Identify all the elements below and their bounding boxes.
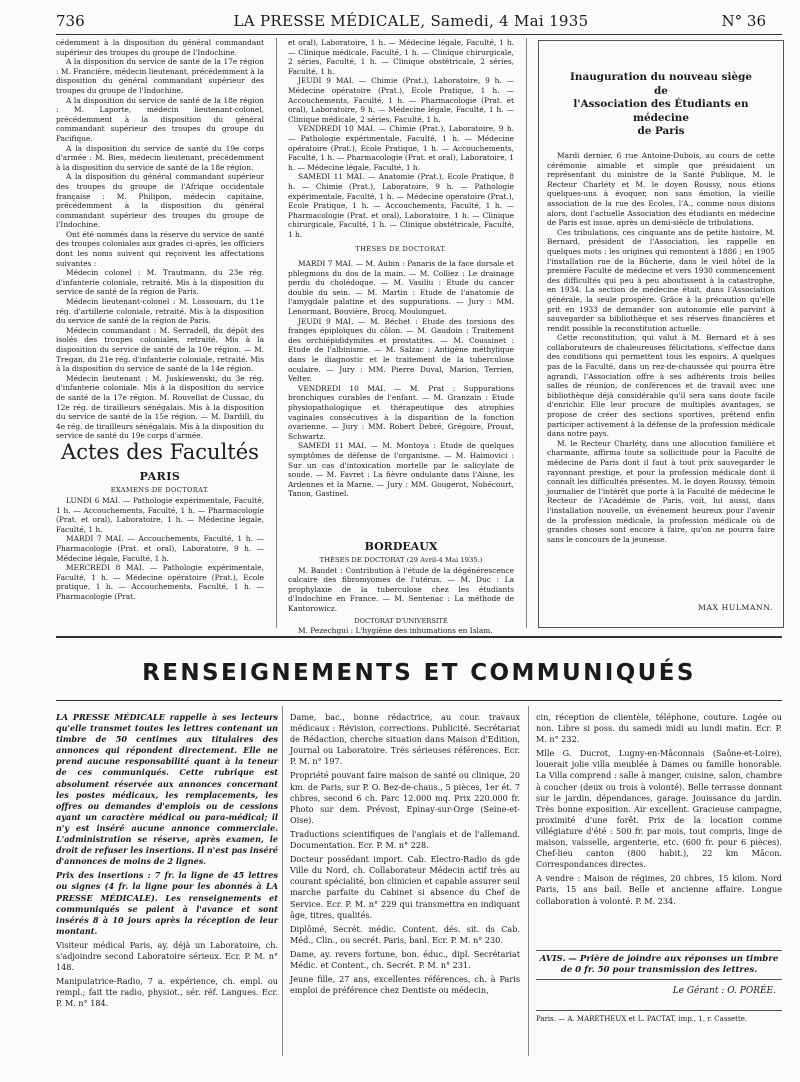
classified-ad: Docteur possédant import. Cab. Electro-Radio ds gde Ville du Nord, ch. Collaborateur Médecin actif très au courant spécialité, bon clinicien et capable assurer seul marche parfaite du Cabinet si absence du Chef de Service. Ecr. P. M. n° 229 qui transmettra en indiquant âge, titres, qualités.: [290, 854, 520, 920]
section-rule: [56, 636, 782, 638]
theses-heading: THÈSES DE DOCTORAT.: [355, 245, 447, 254]
classified-ad: cin, réception de clientèle, téléphone, couture. Logée ou non. Libre si poss. du samedi midi au lundi matin. Ecr. P. M. n° 232.: [536, 712, 782, 745]
paragraph: JEUDI 9 MAI. — Chimie (Prat.), Laboratoire, 9 h. — Médecine opératoire (Prat.), Ecole Pratique, 1 h. — Accouchements, Faculté, 1 h. — Pharmacologie (Prat. et oral), Laboratoire, 9 h. — Médecine légale, Faculté, 1 h. — Clinique médicale, 2 séries, Faculté, 1 h.: [288, 76, 514, 124]
paragraph: MERCREDI 8 MAI. — Pathologie expérimentale, Faculté, 1 h. — Médecine opératoire (Prat.), Ecole pratique, 1 h. — Accouchements, Faculté, 1 h. — Pharmacologie (Prat.: [56, 563, 264, 601]
paragraph: A la disposition du service de santé du 19e corps d'armée : M. Bies, médecin lieutenant, précédemment à la disposition du service de santé de la 18e région.: [56, 143, 264, 172]
doctorat-heading: DOCTORAT D'UNIVERSITÉ: [354, 616, 448, 625]
paragraph: M. Pezechgui : L'hygiène des inhumations en Islam.: [298, 626, 493, 636]
column-exams-theses: [288, 38, 514, 618]
paragraph: LUNDI 6 MAI. — Pathologie expérimentale, Faculté, 1 h. — Accouchements, Faculté, 1 h. — Pharmacologie (Prat. et oral), Laboratoire, 1 h. — Médecine légale, Faculté, 1 h.: [56, 496, 264, 534]
paragraph: Ces tribulations, ces cinquante ans de petite histoire, M. Bernard, président de l'Association, les rappelle en quelques mots : les origines qui remontent à 1886 ; en 1905 l'installation rue de la Bûcherie, dans le vieil hôtel de la première Faculté de médecine et vers 1930 commencement des difficultés qui peu à peu aboutissent à la catastrophe, en 1934. La section de médecine était, dans l'Association générale, la seule prospère. Grâce à la précaution qu'elle prit en 1933 de demander son autonomie elle parvint à sauvegarder sa bibliothèque et ses réserves financières et rendit possible la reconstitution actuelle.: [547, 227, 775, 333]
classified-ad: Mlle G. Ducrot, Lugny-en-Mâconnais (Saône-et-Loire), louerait jolie villa meublée à Dames ou famille honorable. La Villa comprend : salle à manger, cuisine, salon, chambre à coucher (deux ou trois à volonté). Belle terrasse donnant sur le jardin, dépendances, garage. Jouissance du jardin. Très bonne exposition. Air excellent. Gracieuse campagne, proximité d'une forêt. Prix de la location comme villégiature d'été : 500 fr. par mois, tout compris, linge de maison, vaisselle, argenterie, etc. (600 fr. pour 6 pièces). Chef-lieu canton (800 habit.), 22 km Mâcon. Correspondances directes.: [536, 748, 782, 870]
issue-number: N° 36: [721, 12, 766, 30]
column-divider: [276, 38, 277, 628]
paragraph: Médecin lieutenant : M. Juskiewenski, du 3e rég. d'infanterie coloniale. Mis à la disposition du service de santé de la 17e région. M. Rouvellat de Cussac, du 12e rég. de tirailleurs sénégalais. Mis à la disposition du service de santé de la 15e région. — M. Dardill, du 4e rég. de tirailleurs sénégalais. Mis à la disposition du service de santé du 19e corps d'armée.: [56, 373, 265, 441]
section-title-renseignements: RENSEIGNEMENTS ET COMMUNIQUÉS: [142, 660, 696, 686]
paragraph: SAMEDI 11 MAI. — Anatomie (Prat.), Ecole Pratique, 8 h. — Chimie (Prat.), Laboratoire, 9 h. — Pathologie expérimentale, Faculté, 1 h. — Médecine opératoire (Prat.), Ecole Pratique, 1 h. — Accouchements, Faculté, 1 h. — Pharmacologie (Prat. et oral), Laboratoire, 1 h. — Clinique chirurgicale, Faculté, 1 h. — Clinique obstétricale, Faculté, 1 h.: [288, 172, 514, 239]
section-rule: [56, 700, 782, 701]
paragraph: et oral), Laboratoire, 1 h. — Médecine légale, Faculté, 1 h. — Clinique médicale, Faculté, 1 h. — Clinique chirurgicale, 2 séries, Faculté, 1 h. — Clinique obstétricale, 2 séries, Faculté, 1 h.: [288, 38, 514, 76]
gerant-line: Le Gérant : O. PORÉE.: [672, 986, 776, 996]
classified-ad: Dame, bac., bonne rédactrice, au cour. travaux médicaux : Révision, corrections. Publicité. Secrétariat de Rédaction, cherche situation dans Maison d'Edition, Journal ou Laboratoire. Très sérieuses références. Ecr. P. M. n° 197.: [290, 712, 520, 767]
paragraph: Médecin commandant : M. Serradell, du dépôt des isolés des troupes coloniales, retraité. Mis à la disposition du service de santé de la 10e région. — M. Tregan, du 21e rég. d'infanterie coloniale, retraité. Mis à la disposition du service de santé de la 14e région.: [56, 325, 264, 374]
classifieds-column-3: [536, 712, 782, 942]
classifieds-column-2: [290, 712, 520, 1052]
journal-title: LA PRESSE MÉDICALE, Samedi, 4 Mai 1935: [233, 12, 589, 30]
header-rule: [56, 34, 782, 35]
paragraph: VENDREDI 10 MAI. — M. Prat : Suppurations bronchiques curables de l'enfant. — M. Granzain : Etude physiopathologique et thérapeutique des atrophies vaginales consécutives à la disparition de la fonction ovarienne. — Jury : MM. Robert Debré, Grégoire, Proust, Schwartz.: [288, 383, 514, 441]
paragraph: Médecin lieutenant-colonel : M. Lossouarn, du 11e rég. d'artillerie coloniale, retraité. Mis à la disposition du service de santé de la région de Paris.: [56, 297, 264, 326]
notice-paragraph: LA PRESSE MÉDICALE rappelle à ses lecteurs qu'elle transmet toutes les lettres contenant un timbre de 50 centimes aux titulaires des annonces qui répondent directement. Elle ne prend aucune responsabilité quant à la teneur de ces communiqués. Cette rubrique est absolument réservée aux annonces concernant les postes médicaux, les remplacements, les offres ou demandes d'emplois ou de cessions ayant un caractère médical ou para-médical; il n'y est inséré aucune annonce commerciale. L'administration se réserve, après examen, le droit de refuser les insertions. Il n'est pas inséré d'annonces de moins de 2 lignes.: [56, 712, 278, 867]
classified-ad: Diplômé, Secrét. médic. Content. dés. sit. ds Cab. Méd., Clin., ou secrét. Paris, banl. Ecr. P. M. n° 230.: [290, 923, 520, 945]
paragraph: SAMEDI 11 MAI. — M. Montoya : Etude de quelques symptômes de défense de l'organisme. — M. Haimovici : Sur un cas d'intoxication mortelle par le salicylate de soude. — M. Favret : La fièvre ondulante dans l'Aisne, les Ardennes et la Marne. — Jury : MM. Gougerot, Nobécourt, Tanon, Gastinel.: [288, 441, 514, 499]
paragraph: A la disposition du service de santé de la 17e région : M. Francière, médecin lieutenant, précédemment à la disposition du général commandant supérieur des troupes du groupe de l'Indochine.: [56, 57, 264, 95]
classified-ad: Visiteur médical Paris, ay. déjà un Laboratoire, ch. s'adjoindre second Laboratoire sérieux. Ecr. P. M. n° 148.: [56, 939, 278, 973]
paragraph: Médecin colonel : M. Trautmann, du 23e rég. d'infanterie coloniale, retraité. Mis à la disposition du service de santé de la région de Paris.: [56, 268, 264, 297]
page-header: [56, 10, 766, 34]
column-divider: [528, 706, 529, 1056]
paragraph: Mardi dernier, 6 rue Antoine-Dubois, au cours de cette cérémonie aimable et simple que présidaient un représentant du ministre de la Santé Publique, M. le Recteur Charléty et M. le doyen Roussy, nous étions quelques-uns à évoquer, non sans émotion, la vieille association de la rue des Ecoles, l'A., comme nous disions alors, dont l'actuelle Association des étudiants en médecine de Paris est issue, après un demi-siècle de tribulations.: [547, 151, 775, 228]
column-divider: [526, 38, 527, 628]
classified-ad: Jeune fille, 27 ans, excellentes références, ch. à Paris emploi de préférence chez Dentiste ou médecin,: [290, 974, 520, 996]
paragraph: Cette reconstitution, qui valut à M. Bernard et à ses collaborateurs de chaleureuses félicitations, s'effectue dans des conditions qui permettent tous les espoirs. A quelques pas de la Faculté, dans un rez-de-chaussée qui pourra être agrandi, l'Association offre à ses adhérents trois belles salles de réunion, de conférences et de travail avec une bibliothèque déjà considérable qu'il sera sans doute facile d'enrichir. Elle leur procure de multiples avantages, se propose de créer des sections sportives, prétend enfin participer activement à la défense de la profession médicale dans notre pays.: [547, 333, 775, 439]
subsection-title-bordeaux: BORDEAUX: [364, 540, 438, 553]
avis-notice: AVIS. — Prière de joindre aux réponses un timbre de 0 fr. 50 pour transmission des lettres.: [536, 950, 782, 980]
paragraph: VENDREDI 10 MAI. — Chimie (Prat.), Laboratoire, 9 h. — Pathologie expérimentale, Faculté, 1 h. — Médecine opératoire (Prat.), Ecole Pratique, 1 h. — Accouchements, Faculté, 1 h. — Pharmacologie (Prat. et oral), Laboratoire, 1 h. — Médecine légale, Faculté, 1 h.: [288, 124, 514, 172]
classified-ad: Dame, ay. revers fortune, bon. éduc., dipl. Secrétariat Médic. et Content., ch. Secrét. P. M. n° 231.: [290, 948, 520, 970]
classified-ad: Traductions scientifiques de l'anglais et de l'allemand. Documentation. Ecr. P. M. n° 228.: [290, 828, 520, 851]
column-military-appointments: [56, 38, 265, 441]
paragraph: MARDI 7 MAI. — Accouchements, Faculté, 1 h. — Pharmacologie (Prat. et oral), Laboratoire, 9 h. — Médecine légale, Faculté, 1 h.: [56, 534, 264, 563]
column-exams-paris: [56, 496, 264, 626]
paragraph: M. Baudet : Contribution à l'étude de la dégénérescence calcaire des fibromyomes de l'utérus. — M. Duc : La prophylaxie de la tuberculose chez les étudiants d'Indochine en France. — M. Sentenac : La méthode de Kantorowicz.: [288, 565, 514, 613]
section-title-actes: Actes des Facultés: [61, 440, 259, 464]
pricing-paragraph: Prix des insertions : 7 fr. la ligne de 45 lettres ou signes (4 fr. la ligne pour les abonnés à LA PRESSE MÉDICALE). Les renseignements et communiqués se paient à l'avance et sont insérés 8 à 10 jours après la réception de leur montant.: [56, 870, 278, 936]
article-signature: MAX HULMANN.: [698, 603, 773, 612]
paragraph: M. le Recteur Charléty, dans une allocution familière et charmante, affirma toute sa sollicitude pour la Faculté de médecine de Paris dont il faut à tout prix sauvegarder le rayonnant prestige, et pour la profession médicale dont il connaît les difficultés présentes. M. le doyen Roussy, témoin journalier de l'intérêt que porte à la Faculté de médecine le Recteur de l'Académie de Paris, voit, lui aussi, dans l'installation nouvelle, un événement heureux pour l'avenir de la profession médicale, la profession médicale où de grandes choses sont encore à faire, qu'on ne pourra faire sans le concours de la jeunesse.: [547, 438, 775, 544]
article-body: [547, 151, 775, 591]
article-title: Inauguration du nouveau siège de l'Association des Étudiants en médecine de Paris: [570, 71, 752, 137]
inauguration-article-box: [538, 40, 784, 628]
column-bordeaux: [288, 556, 514, 636]
theses-heading: THÈSES DE DOCTORAT (29 Avril-4 Mai 1935.): [319, 556, 483, 564]
subsection-title-paris: PARIS: [139, 470, 181, 483]
exam-heading: EXAMENS DE DOCTORAT.: [110, 486, 210, 494]
paragraph: A la disposition du général commandant supérieur des troupes du groupe de l'Afrique occidentale française : M. Philipon, médecin capitaine, précédemment à la disposition du général commandant supérieur des troupes du groupe de l'Indochine.: [56, 172, 264, 230]
printer-line: Paris. — A. MARETHEUX et L. PACTAT, imp., 1, r. Cassette.: [536, 1010, 782, 1023]
classified-ad: Manipulatrice-Radio, 7 a. expérience, ch. empl. ou rempl.; fait tte radio, physiot., sér. réf. Langues. Ecr. P. M. n° 184.: [56, 976, 278, 1009]
classifieds-column-1: [56, 712, 278, 1052]
classified-ad: Propriété pouvant faire maison de santé ou clinique, 20 km. de Paris, sur P. O. Bez-de-chaus., 5 pièces, 1er ét. 7 chbres, second 6 ch. Parc 12.000 mq. Prix 220.000 fr. Photo sur dem. Prévost, Epinay-sur-Orge (Seine-et-Oise).: [290, 770, 520, 825]
paragraph: cédemment à la disposition du général commandant supérieur des troupes du groupe de l'Indochine.: [56, 38, 264, 57]
page-number: 736: [56, 12, 85, 30]
paragraph: MARDI 7 MAI. — M. Aubin : Panaris de la face dorsale et phlegmons du dos de la main. — M. Colliez : Le drainage perdu du cholédoque. — M. Vasiliu : Etude du cancer double du sein. — M. Martin : Etude de l'anatomie de l'amygdale palatine et des suppurations. — Jury : MM. Lenormant, Bouvière, Brocq, Moulonguet.: [288, 259, 514, 317]
paragraph: JEUDI 9 MAI. — M. Béchet : Etude des torsions des franges épiploïques du côlon. — M. Gaudoin : Traitement des orchiépididymites et prostatites. — M. Coussinet : Etude de l'albinisme. — M. Salzac : Antigène méthylique dans le diagnostic et le traitement de la tuberculose oculaire. — Jury : MM. Pierre Duval, Marion, Terrien, Velter.: [288, 316, 514, 384]
paragraph: Ont été nommés dans la réserve du service de santé des troupes coloniales aux grades ci-après, les officiers dont les noms suivent qui reçoivent les affectations suivantes :: [56, 229, 264, 268]
paragraph: A la disposition du service de santé de la 18e région : M. Laporte, médecin lieutenant-colonel, précédemment à la disposition du général commandant supérieur des troupes du groupe du Pacifique.: [56, 95, 264, 143]
column-divider: [282, 706, 283, 1056]
classified-ad: A vendre : Maison de régimes, 20 chbres, 15 kilom. Nord Paris, 15 ans bail. Belle et ancienne affaire. Longue collaboration à volonté. P. M. 234.: [536, 873, 782, 906]
